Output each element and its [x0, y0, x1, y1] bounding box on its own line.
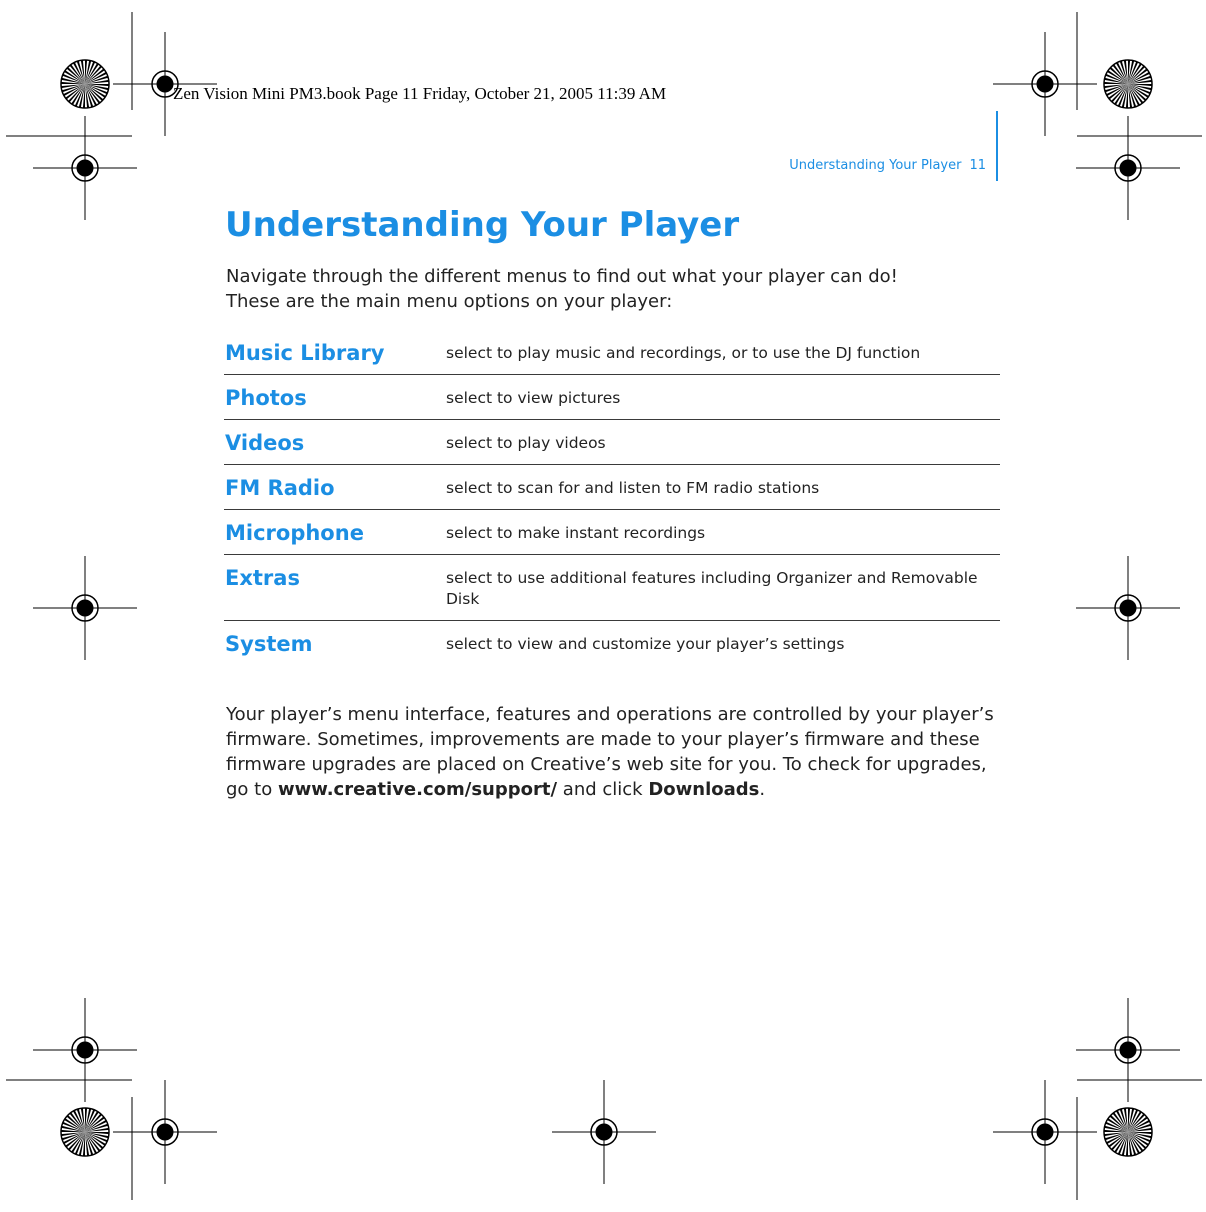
table-row — [224, 465, 1000, 510]
menu-option-description: select to make instant recordings — [446, 524, 706, 542]
table-row — [224, 555, 1000, 621]
intro-line-2: These are the main menu options on your player: — [226, 291, 673, 312]
registration-mark — [33, 116, 137, 220]
book-info-line: Zen Vision Mini PM3.book Page 11 Friday, October 21, 2005 11:39 AM — [173, 84, 667, 103]
star-target-mark — [61, 1108, 109, 1156]
support-url-link[interactable]: www.creative.com/support/ — [277, 779, 558, 800]
registration-mark — [33, 556, 137, 660]
registration-mark — [993, 32, 1097, 136]
menu-option-description: select to view pictures — [446, 389, 621, 407]
star-target-mark — [1104, 60, 1152, 108]
table-row — [224, 375, 1000, 420]
registration-mark — [1076, 998, 1180, 1102]
menu-option-name: Music Library — [225, 341, 385, 365]
downloads-link[interactable]: Downloads — [648, 779, 760, 800]
table-row — [224, 330, 1000, 375]
menu-option-name: FM Radio — [225, 476, 335, 500]
table-row — [224, 420, 1000, 465]
menu-option-name: Extras — [225, 566, 300, 590]
menu-option-description: select to use additional features including Organizer and Removable Disk — [446, 569, 978, 608]
registration-mark — [1076, 556, 1180, 660]
registration-mark — [993, 1080, 1097, 1184]
menu-option-name: Videos — [225, 431, 305, 455]
menu-option-description: select to scan for and listen to FM radio stations — [446, 479, 820, 497]
table-row — [224, 621, 1000, 666]
registration-mark — [33, 998, 137, 1102]
registration-mark — [113, 1080, 217, 1184]
menu-option-description: select to view and customize your player’s settings — [446, 635, 845, 653]
intro-paragraph — [226, 264, 1006, 314]
running-head-title: Understanding Your Player — [789, 158, 962, 173]
intro-line-1: Navigate through the different menus to find out what your player can do! — [226, 266, 898, 287]
menu-options-table — [224, 330, 1000, 665]
page-number: 11 — [969, 158, 986, 173]
menu-option-name: Microphone — [225, 521, 364, 545]
running-head — [789, 158, 986, 173]
running-head-rule — [996, 111, 998, 181]
firmware-text: Your player’s menu interface, features and operations are controlled by your player’s firmware. Sometimes, improvements are made to your player’s firmware and these firmware upgrades are placed on Creative’s web site for you. To check for upgrades, go to — [226, 704, 994, 800]
registration-mark — [552, 1080, 656, 1184]
menu-option-name: Photos — [225, 386, 307, 410]
menu-option-name: System — [225, 632, 313, 656]
firmware-text-between: and click — [557, 779, 649, 800]
firmware-text-end: . — [759, 779, 766, 800]
page-title: Understanding Your Player — [225, 205, 740, 245]
star-target-mark — [1104, 1108, 1152, 1156]
registration-mark — [1076, 116, 1180, 220]
table-row — [224, 510, 1000, 555]
menu-option-description: select to play music and recordings, or to use the DJ function — [446, 344, 921, 362]
star-target-mark — [61, 60, 109, 108]
firmware-paragraph — [226, 702, 1006, 802]
menu-option-description: select to play videos — [446, 434, 606, 452]
